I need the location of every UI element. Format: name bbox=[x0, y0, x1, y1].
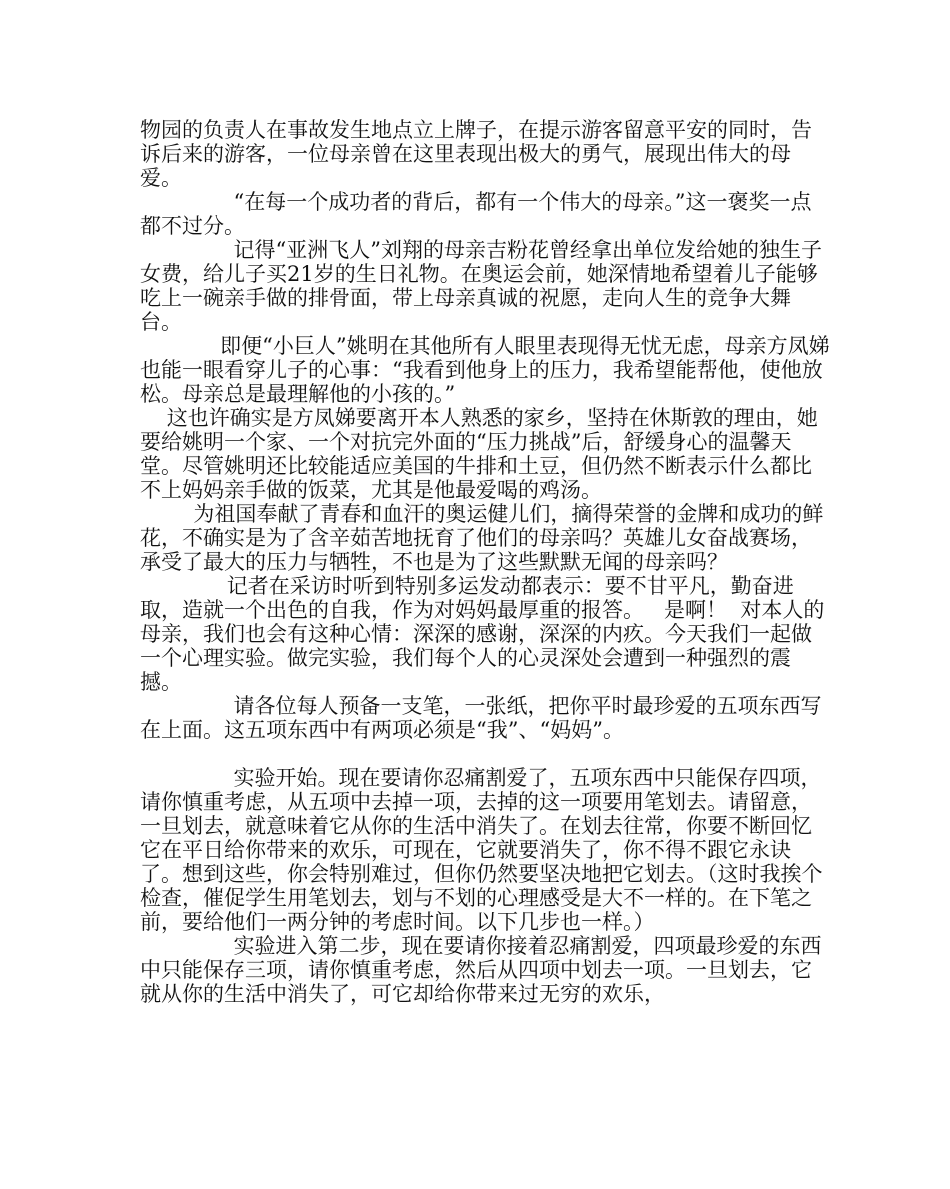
blank-line bbox=[140, 742, 832, 766]
paragraph-4: 即便“小巨人”姚明在其他所有人眼里表现得无忧无虑，母亲方凤娣也能一眼看穿儿子的心事：“我看到他身上的压力，我希望能帮他，使他放松。母亲总是最理解他的小孩的。” bbox=[140, 334, 830, 406]
paragraph-3: 记得“亚洲飞人”刘翔的母亲吉粉花曾经拿出单位发给她的独生子女费，给儿子买21岁的生日礼物。在奥运会前，她深情地希望着儿子能够吃上一碗亲手做的排骨面，带上母亲真诚的祝愿，走向人生的竞争大舞台。 bbox=[140, 238, 822, 334]
paragraph-7: 记者在采访时听到特别多运发动都表示：要不甘平凡，勤奋进取，造就一个出色的自我，作为对妈妈最厚重的报答。 是啊！ 对本人的母亲，我们也会有这种心情：深深的感谢，深深的内疚。今天我们一起做一个心理实验。做完实验，我们每个人的心灵深处会遭到一种强烈的震撼。 bbox=[140, 574, 825, 694]
paragraph-11: 实验进入第二步，现在要请你接着忍痛割爱，四项最珍爱的东西中只能保存三项，请你慎重考虑，然后从四项中划去一项。一旦划去，它就从你的生活中消失了，可它却给你带来过无穷的欢乐， bbox=[140, 934, 822, 1006]
paragraph-6: 为祖国奉献了青春和血汗的奥运健儿们，摘得荣誉的金牌和成功的鲜花，不确实是为了含辛茹苦地抚育了他们的母亲吗？英雄儿女奋战赛场，承受了最大的压力与牺牲，不也是为了这些默默无闻的母亲吗？ bbox=[140, 502, 824, 574]
paragraph-8: 请各位每人预备一支笔，一张纸，把你平时最珍爱的五项东西写在上面。这五项东西中有两项必须是“我”、“妈妈”。 bbox=[140, 694, 822, 742]
paragraph-5: 这也许确实是方凤娣要离开本人熟悉的家乡，坚持在休斯敦的理由，她要给姚明一个家、一个对抗完外面的“压力挑战”后，舒缓身心的温馨天堂。尽管姚明还比较能适应美国的牛排和土豆，但仍然不断表示什么都比不上妈妈亲手做的饭菜，尤其是他最爱喝的鸡汤。 bbox=[140, 406, 818, 502]
paragraph-1: 物园的负责人在事故发生地点立上牌子，在提示游客留意平安的同时，告诉后来的游客，一位母亲曾在这里表现出极大的勇气，展现出伟大的母爱。 bbox=[140, 118, 812, 190]
document-page bbox=[140, 118, 832, 1006]
paragraph-2: “在每一个成功者的背后，都有一个伟大的母亲。”这一褒奖一点都不过分。 bbox=[140, 190, 812, 238]
paragraph-10: 实验开始。现在要请你忍痛割爱了，五项东西中只能保存四项，请你慎重考虑，从五项中去掉一项，去掉的这一项要用笔划去。请留意，一旦划去，就意味着它从你的生活中消失了。在划去往常，你要不断回忆它在平日给你带来的欢乐，可现在，它就要消失了，你不得不跟它永诀了。想到这些，你会特别难过，但你仍然要坚决地把它划去。（这时我挨个检查，催促学生用笔划去，划与不划的心理感受是大不一样的。在下笔之前，要给他们一两分钟的考虑时间。以下几步也一样。） bbox=[140, 766, 823, 934]
